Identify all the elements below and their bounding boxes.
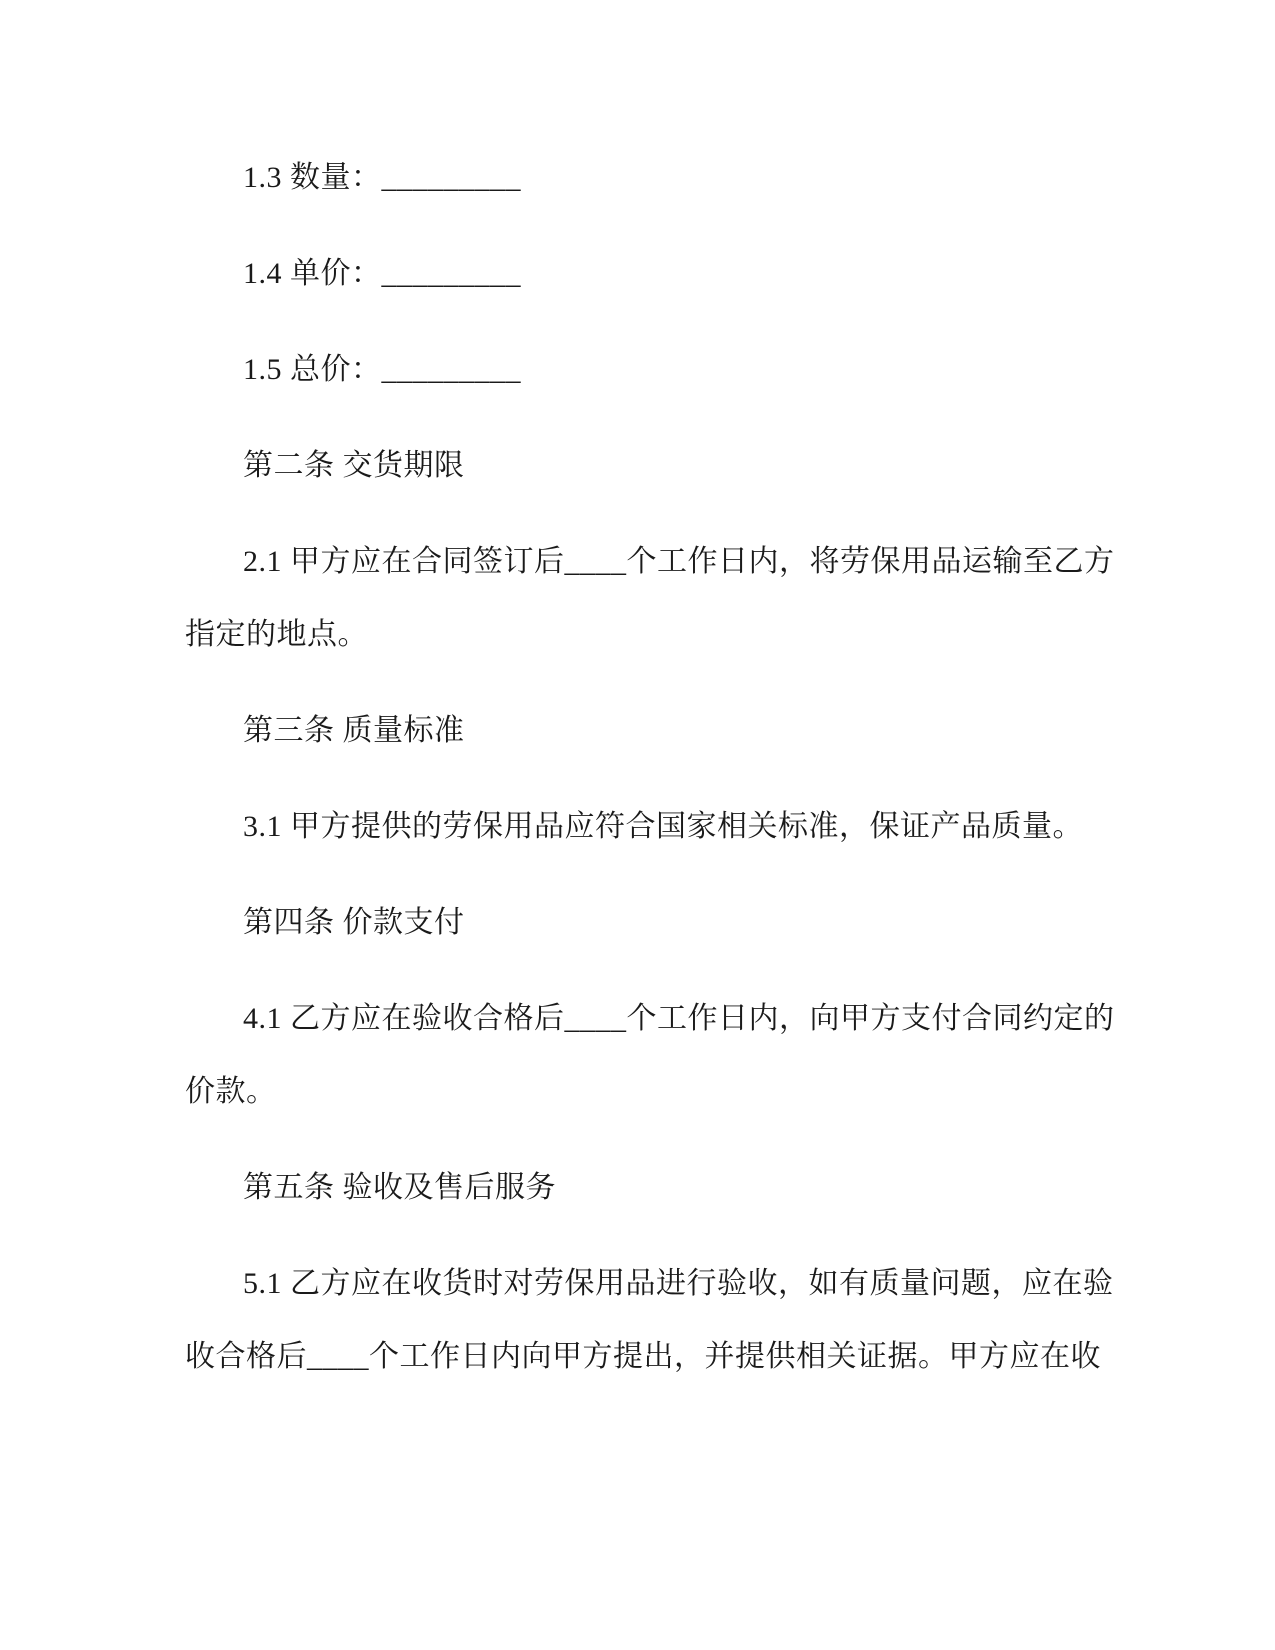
document-line: 1.5 总价：_________	[243, 353, 521, 386]
document-line: 5.1 乙方应在收货时对劳保用品进行验收，如有质量问题，应在验	[243, 1267, 1114, 1300]
document-line: 3.1 甲方提供的劳保用品应符合国家相关标准，保证产品质量。	[243, 810, 1083, 843]
document-line: 2.1 甲方应在合同签订后____个工作日内，将劳保用品运输至乙方	[243, 545, 1115, 578]
document-line: 第二条 交货期限	[243, 449, 465, 482]
document-line: 指定的地点。	[185, 618, 368, 651]
document-line: 第四条 价款支付	[243, 906, 465, 939]
document-line: 第三条 质量标准	[243, 714, 465, 747]
document-line: 第五条 验收及售后服务	[243, 1171, 556, 1204]
document-body	[185, 118, 1115, 1393]
document-line: 1.4 单价：_________	[243, 257, 521, 290]
document-line: 收合格后____个工作日内向甲方提出，并提供相关证据。甲方应在收	[185, 1340, 1101, 1373]
document-line: 1.3 数量：_________	[243, 161, 521, 194]
document-line: 4.1 乙方应在验收合格后____个工作日内，向甲方支付合同约定的	[243, 1002, 1115, 1035]
document-line: 价款。	[185, 1075, 277, 1108]
